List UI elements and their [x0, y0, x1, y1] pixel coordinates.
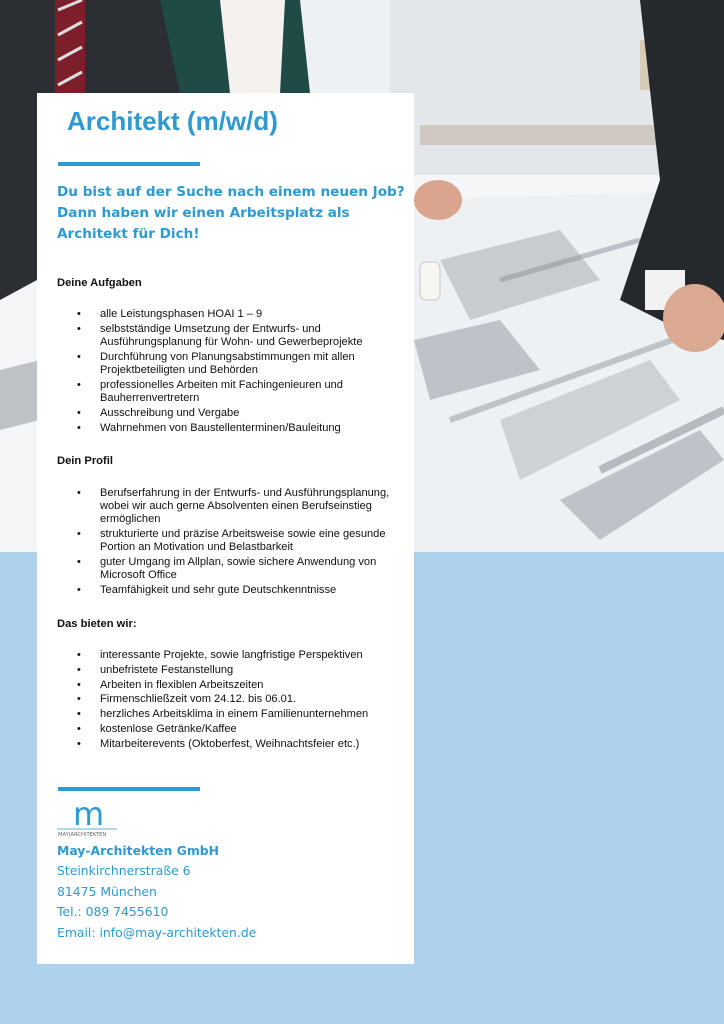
list-item: • selbstständige Umsetzung der Entwurfs- und Ausführungsplanung für Wohn- und Gewerbeprojekte: [77, 322, 363, 348]
footer-divider: [58, 787, 200, 791]
page-title: Architekt (m/w/d): [67, 106, 278, 136]
title-divider: [58, 162, 200, 166]
bullet-icon: •: [77, 663, 81, 676]
logo-letter: m: [73, 798, 105, 833]
bullet-icon: •: [77, 737, 81, 750]
bullet-icon: •: [77, 528, 81, 541]
bullet-icon: •: [77, 649, 81, 661]
list-item: • Firmenschließzeit vom 24.12. bis 06.01.: [77, 693, 297, 706]
list-item: • Ausschreibung und Vergabe: [77, 406, 240, 419]
list-item: • alle Leistungsphasen HOAI 1 – 9: [77, 308, 263, 320]
bullet-icon: •: [77, 350, 81, 363]
company-name: May-Architekten GmbH: [57, 843, 219, 858]
bullet-icon: •: [77, 584, 81, 597]
list-item: • Durchführung von Planungsabstimmungen mit allen Projektbeteiligten und Behörden: [77, 350, 355, 376]
list-item: • Berufserfahrung in der Entwurfs- und Ausführungsplanung, wobei wir auch gerne Absolventen einen Berufseinstieg ermöglichen: [77, 487, 390, 526]
list-item: • Mitarbeiterevents (Oktoberfest, Weihnachtsfeier etc.): [77, 737, 360, 750]
list-aufgaben: [77, 308, 407, 436]
contact-email: Email: info@may-architekten.de: [57, 924, 257, 940]
job-posting-card: [37, 93, 414, 964]
list-item: • herzliches Arbeitsklima in einem Familienunternehmen: [77, 708, 369, 721]
bullet-icon: •: [77, 406, 81, 419]
list-item: • Teamfähigkeit und sehr gute Deutschkenntnisse: [77, 584, 337, 597]
list-item: • Arbeiten in flexiblen Arbeitszeiten: [77, 678, 264, 691]
list-item: • guter Umgang im Allplan, sowie sichere Anwendung von Microsoft Office: [77, 556, 377, 582]
list-bieten: [77, 649, 407, 753]
section-heading-aufgaben: Deine Aufgaben: [57, 277, 142, 289]
bullet-icon: •: [77, 487, 81, 499]
bullet-icon: •: [77, 722, 81, 735]
bullet-icon: •: [77, 556, 81, 569]
section-heading-bieten: Das bieten wir:: [57, 618, 137, 630]
bullet-icon: •: [77, 693, 81, 706]
contact-block: [57, 841, 256, 943]
logo-wordmark: MAY|ARCHITEKTEN: [58, 832, 107, 838]
list-profil: [77, 487, 407, 599]
bullet-icon: •: [77, 322, 81, 335]
contact-city: 81475 München: [57, 883, 157, 899]
list-item: • interessante Projekte, sowie langfristige Perspektiven: [77, 649, 363, 661]
bullet-icon: •: [77, 378, 81, 391]
section-heading-profil: Dein Profil: [57, 455, 113, 467]
bullet-icon: •: [77, 708, 81, 721]
list-item: • unbefristete Festanstellung: [77, 663, 234, 676]
contact-phone: Tel.: 089 7455610: [57, 904, 169, 920]
list-item: • strukturierte und präzise Arbeitsweise sowie eine gesunde Portion an Motivation und Belastbarkeit: [77, 528, 386, 554]
list-item: • Wahrnehmen von Baustellenterminen/Bauleitung: [77, 421, 341, 434]
contact-street: Steinkirchnerstraße 6: [57, 863, 191, 879]
lead-text: Du bist auf der Suche nach einem neuen Job? Dann haben wir einen Arbeitsplatz als Architekt für Dich!: [57, 184, 405, 242]
list-item: • professionelles Arbeiten mit Fachingenieuren und Bauherrenvertretern: [77, 378, 343, 404]
bullet-icon: •: [77, 421, 81, 434]
list-item: • kostenlose Getränke/Kaffee: [77, 722, 237, 735]
bullet-icon: •: [77, 308, 81, 320]
company-logo-icon: [57, 798, 117, 838]
bullet-icon: •: [77, 678, 81, 691]
